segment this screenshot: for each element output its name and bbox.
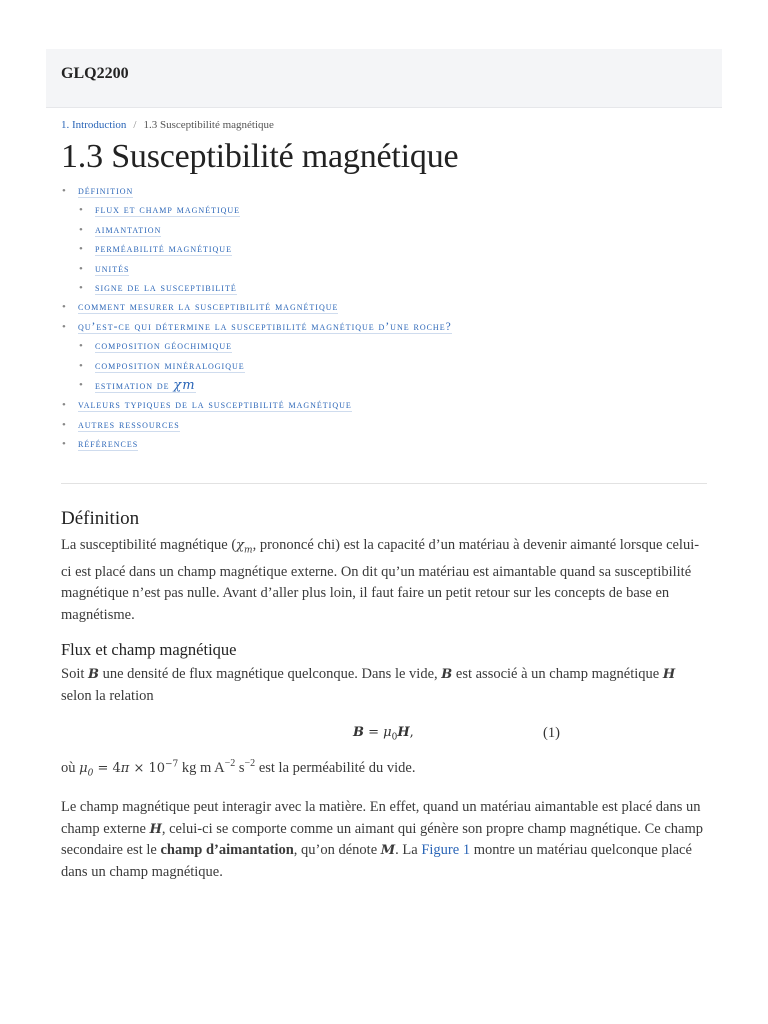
main-content <box>61 108 707 895</box>
text-span: Soit <box>61 666 88 683</box>
toc-item <box>61 240 707 259</box>
table-of-contents <box>61 182 707 455</box>
toc-chi-symbol: χm <box>173 378 196 394</box>
toc-item <box>61 396 707 415</box>
text-span: Le champ magnétique peut interagir avec la matière. En effet, quand un matériau aimantable est placé dans un champ externe <box>61 799 701 837</box>
definition-paragraph <box>61 535 707 627</box>
toc-item <box>61 221 707 240</box>
b-symbol: B <box>88 667 99 683</box>
toc-link-ressources[interactable]: autres ressources <box>78 418 180 431</box>
toc-link-unites[interactable]: unités <box>95 262 130 275</box>
toc-item <box>61 337 707 356</box>
toc-link-aimantation[interactable]: aimantation <box>95 223 162 236</box>
breadcrumb-parent-link[interactable]: 1. Introduction <box>61 119 127 131</box>
section-divider <box>61 483 707 484</box>
text-span: selon la relation <box>61 687 154 704</box>
breadcrumb <box>61 119 707 131</box>
toc-link-estimation[interactable] <box>95 380 196 393</box>
flux-paragraph-2 <box>61 753 707 785</box>
toc-link-definition[interactable]: définition <box>78 185 134 197</box>
toc-item <box>61 298 707 317</box>
toc-item <box>61 376 707 396</box>
toc-link-valeurs[interactable]: valeurs typiques de la susceptibilité magnétique <box>78 399 352 412</box>
text-span: La susceptibilité magnétique ( <box>61 536 237 553</box>
text-span: , celui-ci se comporte comme un aimant qui génère son propre champ magnétique. Ce champ secondaire est le <box>61 820 704 859</box>
equation-1 <box>61 719 707 753</box>
toc-item <box>61 318 707 337</box>
toc-item <box>61 182 707 201</box>
toc-item <box>61 201 707 220</box>
site-header <box>46 49 722 108</box>
section-heading-definition: Définition <box>61 507 140 529</box>
site-brand-link[interactable]: GLQ2200 <box>61 65 129 82</box>
text-span: . La <box>395 842 422 859</box>
text-span: est la perméabilité du vide. <box>255 760 416 777</box>
toc-item <box>61 279 707 298</box>
text-span: kg m A <box>178 760 225 777</box>
toc-link-determine[interactable]: qu’est-ce qui détermine la susceptibilité magnétique d’une roche? <box>78 320 452 333</box>
toc-item <box>61 416 707 435</box>
flux-paragraph-3 <box>61 797 707 883</box>
page-title: 1.3 Susceptibilité magnétique <box>61 138 459 175</box>
exponent: −2 <box>244 758 256 770</box>
toc-estimation-label: estimation de <box>95 380 174 393</box>
toc-item <box>61 435 707 454</box>
b-symbol: B <box>441 667 453 683</box>
flux-paragraph-1 <box>61 664 707 707</box>
toc-item <box>61 260 707 279</box>
chi-m-symbol: $\chi_m$ <box>236 537 253 556</box>
equation-number: (1) <box>543 725 560 742</box>
text-span: est associé à un champ magnétique <box>452 666 663 683</box>
breadcrumb-separator: / <box>133 119 137 131</box>
toc-link-mineralogique[interactable]: composition minéralogique <box>95 359 245 372</box>
exponent: −2 <box>224 758 236 770</box>
toc-link-flux[interactable]: flux et champ magnétique <box>95 204 241 217</box>
toc-link-permeabilite[interactable]: perméabilité magnétique <box>95 243 232 256</box>
mu0-expression: $\mu_0 = 4\pi \times 10^{-7}$ <box>79 759 179 779</box>
h-symbol: H <box>149 821 162 837</box>
strong-term: champ d’aimantation <box>160 842 294 859</box>
toc-link-mesurer[interactable]: comment mesurer la susceptibilité magnétique <box>78 301 339 314</box>
figure-1-link[interactable]: Figure 1 <box>421 842 471 859</box>
toc-link-references[interactable]: références <box>78 438 139 451</box>
text-span: une densité de flux magnétique quelconque. Dans le vide, <box>99 666 442 683</box>
text-span: , qu’on dénote <box>293 842 381 859</box>
h-symbol: H <box>662 667 676 683</box>
text-span: , prononcé chi) est la capacité d’un matériau à devenir aimanté lorsque celui-ci est placé dans un champ magnétique externe. On dit qu’un matériau est aimantable quand sa susceptibilité magnétique n’est pas nulle. Avant d’aller plus loin, il faut faire un petit retour sur les concepts de base en magnétisme. <box>61 536 700 623</box>
m-symbol: M <box>380 843 396 859</box>
text-span: s <box>235 760 245 777</box>
equation-expression: $B = \mu_0H$, <box>353 725 414 743</box>
toc-link-geochimique[interactable]: composition géochimique <box>95 340 232 353</box>
toc-item <box>61 357 707 376</box>
toc-link-signe[interactable]: signe de la susceptibilité <box>95 282 237 295</box>
section-heading-flux: Flux et champ magnétique <box>61 640 237 660</box>
text-span: où <box>61 760 80 777</box>
breadcrumb-current: 1.3 Susceptibilité magnétique <box>143 119 274 131</box>
text-span: montre un matériau quelconque placé dans un champ magnétique. <box>61 842 692 880</box>
